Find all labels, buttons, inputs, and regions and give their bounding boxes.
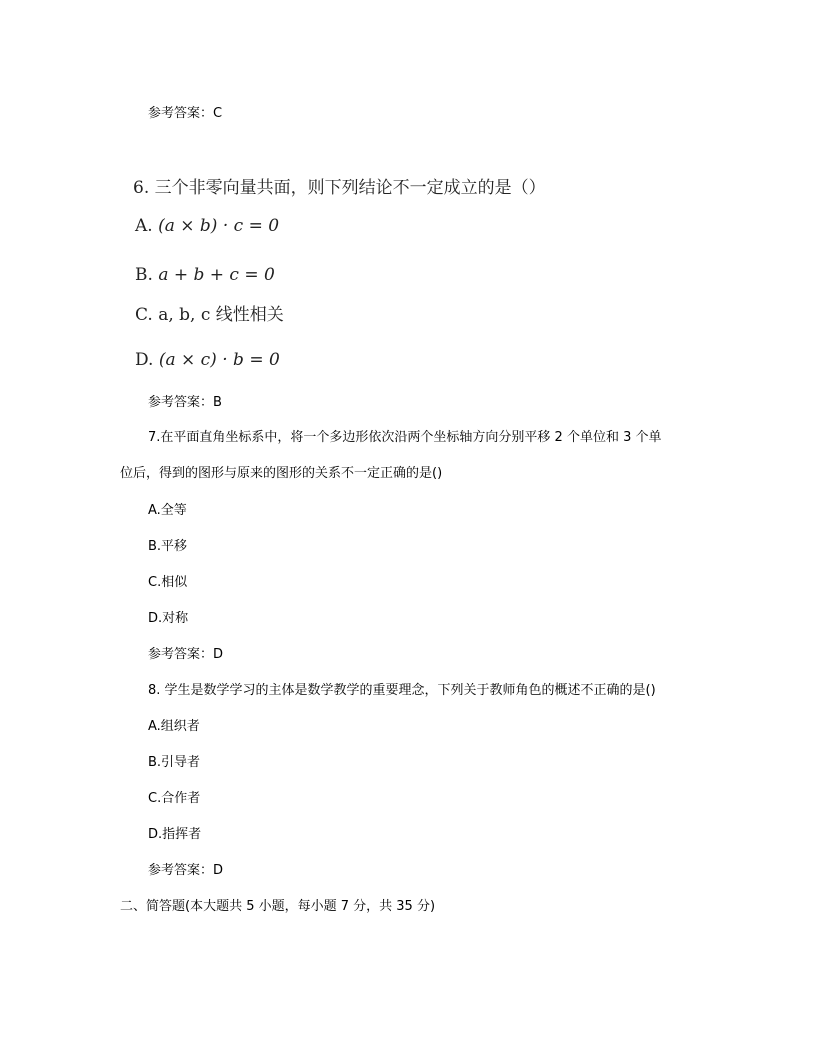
section-2-heading: 二、简答题(本大题共 5 小题，每小题 7 分，共 35 分): [120, 899, 436, 914]
option-a-label: A.: [135, 216, 153, 236]
question-8-option-b: B.引导者: [148, 755, 201, 770]
question-8-stem: 8. 学生是数学学习的主体是数学教学的重要理念，下列关于教师角色的概述不正确的是(): [148, 683, 656, 698]
answer-q6: 参考答案：B: [148, 395, 222, 410]
answer-q8: 参考答案：D: [148, 863, 224, 878]
question-6-option-a: [135, 215, 279, 237]
question-6-option-d: [135, 349, 280, 371]
question-8-option-a: A.组织者: [148, 719, 200, 734]
option-b-label: B.: [135, 265, 153, 285]
question-7-option-b: B.平移: [148, 539, 188, 554]
option-d-formula: (a × c) · b = 0: [158, 350, 280, 370]
option-d-label: D.: [135, 350, 154, 370]
option-a-formula: (a × b) · c = 0: [158, 216, 280, 236]
question-7-stem-line-2: 位后，得到的图形与原来的图形的关系不一定正确的是(): [120, 466, 443, 481]
question-7-stem-line-1: 7.在平面直角坐标系中，将一个多边形依次沿两个坐标轴方向分别平移 2 个单位和 3 个单: [148, 430, 662, 445]
question-7-option-d: D.对称: [148, 611, 189, 626]
answer-q7: 参考答案：D: [148, 647, 224, 662]
option-c-text: a, b, c 线性相关: [158, 305, 284, 325]
question-6-option-c: [135, 304, 284, 326]
question-8-option-c: C.合作者: [148, 791, 201, 806]
question-7-option-c: C.相似: [148, 575, 188, 590]
question-6-stem: 6. 三个非零向量共面，则下列结论不一定成立的是（）: [133, 178, 546, 198]
question-6-option-b: [135, 264, 275, 286]
option-b-formula: a + b + c = 0: [158, 265, 275, 285]
question-8-option-d: D.指挥者: [148, 827, 202, 842]
question-7-option-a: A.全等: [148, 503, 187, 518]
answer-q5: 参考答案：C: [148, 106, 223, 121]
option-c-label: C.: [135, 305, 153, 325]
